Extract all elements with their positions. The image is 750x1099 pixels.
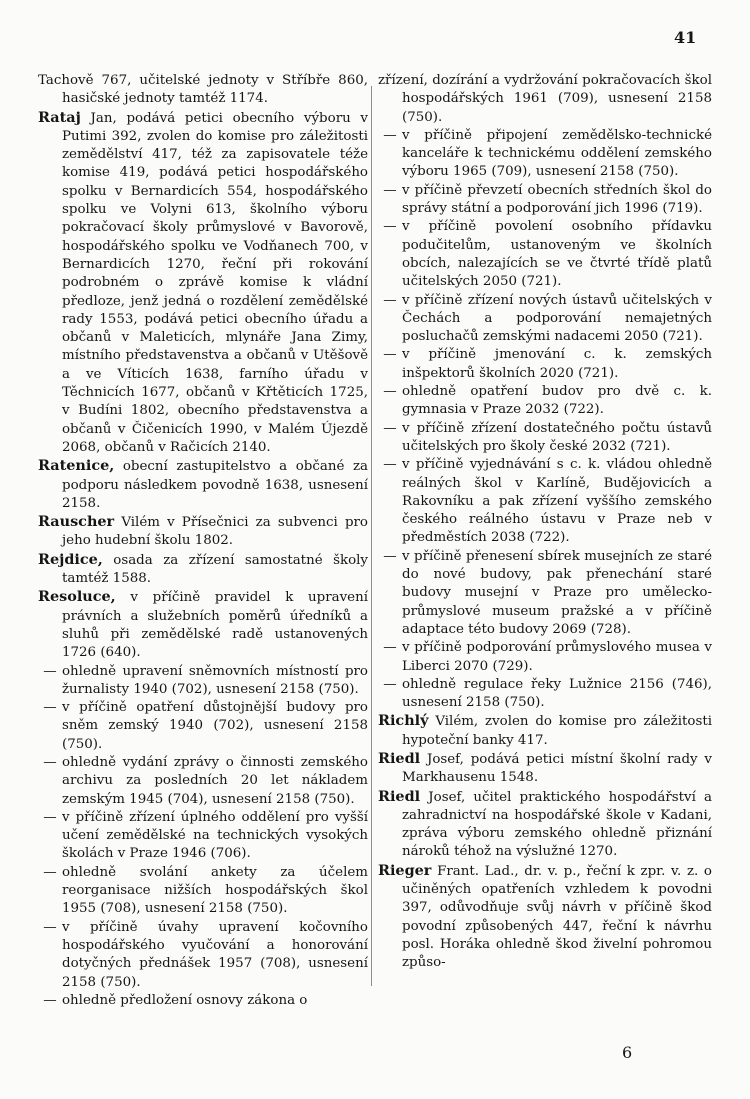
column-divider [371,86,372,986]
sub-entry-dash: — [383,182,397,198]
sub-entry-dash: — [383,548,397,564]
sub-entry [378,420,712,457]
index-entry [38,109,368,458]
sub-entry [378,346,712,383]
sub-entry [38,864,368,919]
sub-entry [378,292,712,347]
sub-entry [378,383,712,420]
sub-entry [38,663,368,700]
continued-text [378,72,712,127]
index-entry [378,750,712,788]
sheet-number: 6 [622,1043,633,1062]
entry-headword: Richlý [378,712,429,730]
sub-entry-dash: — [383,384,397,400]
sub-entry [38,754,368,809]
sub-entry-dash: — [383,640,397,656]
sub-entry [378,127,712,182]
index-entry [38,457,368,513]
sub-entry-text: v příčině opatření důstojnější budovy pro sněm zemský 1940 (702), usnesení 2158 (750). [62,700,368,752]
entry-text: Vilém, zvolen do komise pro záležitosti hypoteční banky 417. [402,714,712,748]
continued-text [38,72,368,109]
sub-entry-dash: — [43,663,57,679]
entry-headword: Rieger [378,861,432,879]
sub-entry [38,699,368,754]
sub-entry-text: ohledně opatření budov pro dvě c. k. gymnasia v Praze 2032 (722). [402,384,712,418]
index-entry [38,551,368,589]
sub-entry-text: ohledně vydání zprávy o činnosti zemského archivu za posledních 20 let nákladem zemským 1945 (704), usnesení 2158 (750). [62,754,368,807]
sub-entry-text: ohledně regulace řeky Lužnice 2156 (746), usnesení 2158 (750). [402,676,712,711]
sub-entry [378,639,712,676]
sub-entry-text: v příčině podporování průmyslového musea v Liberci 2070 (729). [402,640,712,674]
page-number: 41 [674,28,697,47]
entry-headword: Rataj [38,108,81,126]
sub-entry [378,676,712,713]
entry-text: osada za zřízení samostatné školy tamtéž 1588. [62,552,368,587]
sub-entry-text: v příčině převzetí obecních středních škol do správy státní a podporování jich 1996 (719). [402,182,712,217]
sub-entry-dash: — [383,292,397,308]
sub-entry [378,182,712,219]
sub-entry-dash: — [383,676,397,692]
sub-entry-dash: — [43,864,57,880]
index-entry [38,513,368,551]
sub-entry-text: v příčině úvahy upravení kočovního hospodářského vyučování a honorování dotyčných přednášek 1957 (708), usnesení 2158 (750). [62,919,368,990]
sub-entry-text: v příčině připojení zemědělsko-technické kanceláře k technickému oddělení zemského výboru 1965 (709), usnesení 2158 (750). [402,127,712,180]
left-column [38,72,368,1010]
sub-entry-text: v příčině zřízení dostatečného počtu ústavů učitelských pro školy české 2032 (721). [402,420,712,454]
sub-entry [38,992,368,1010]
continued-text-content: zřízení, dozírání a vydržování pokračovacích škol hospodářských 1961 (709), usnesení 2158 (750). [378,73,712,125]
sub-entry-dash: — [43,809,57,825]
sub-entry-text: v příčině vyjednávání s c. k. vládou ohledně reálných škol v Karlíně, Budějovicích a Rakovníku a pak zřízení vyššího zemského českého reálného ústavu v Praze neb v předměstích 2038 (722). [402,457,712,546]
entry-text: v příčině pravidel k upravení právních a služebních poměrů úředníků a sluhů při zemědělské radě ustanovených 1726 (640). [62,590,368,661]
sub-entry-dash: — [383,347,397,363]
index-entry [378,862,712,973]
sub-entry [38,919,368,992]
sub-entry-dash: — [43,919,57,935]
continued-text-content: Tachově 767, učitelské jednoty v Stříbře 860, hasičské jednoty tamtéž 1174. [38,73,368,107]
sub-entry-dash: — [383,420,397,436]
entry-headword: Rauscher [38,513,115,531]
entry-text: Josef, podává petici místní školní rady v Markhausenu 1548. [402,751,712,786]
sub-entry-text: ohledně upravení sněmovních místností pro žurnalisty 1940 (702), usnesení 2158 (750). [62,663,368,697]
sub-entry [378,218,712,291]
index-entry [378,712,712,750]
sub-entry-text: v příčině zřízení nových ústavů učitelských v Čechách a podporování nemajetných posluchačů zemskými nadacemi 2050 (721). [402,292,712,345]
right-column [378,72,712,973]
entry-headword: Ratenice, [38,457,115,475]
sub-entry-dash: — [383,457,397,473]
entry-text: obecní zastupitelstvo a občané za podporu následkem povodně 1638, usnesení 2158. [62,459,368,511]
sub-entry-text: v příčině zřízení úplného oddělení pro vyšší učení zemědělské na technických vysokých školách v Praze 1946 (706). [62,809,368,862]
sub-entry-text: v příčině jmenování c. k. zemských inšpektorů školních 2020 (721). [402,347,712,381]
index-entry [38,588,368,662]
entry-text: Josef, učitel praktického hospodářství a zahradnictví na hospodářské škole v Kadani, zpráva výboru zemského ohledně přiznání nároků téhož na výslužné 1270. [402,789,712,860]
entry-text: Vilém v Přísečnici za subvenci pro jeho hudební školu 1802. [62,515,368,549]
sub-entry [378,456,712,547]
sub-entry-dash: — [43,992,57,1008]
sub-entry-text: ohledně předložení osnovy zákona o [62,992,308,1008]
entry-headword: Rejdice, [38,550,103,568]
entry-text: Frant. Lad., dr. v. p., řeční k zpr. v. z. o učiněných opatřeních vzhledem k povodni 397, odůvodňuje svůj návrh v příčině škod povodní způsobených 447, řeční k návrhu posl. Horáka ohledně škod živelní pohromou způso- [402,863,712,971]
sub-entry-text: v příčině povolení osobního přídavku podučitelům, ustanoveným ve školních obcích, nalezajících se ve čtvrté třídě platů učitelských 2050 (721). [402,219,712,290]
entry-headword: Resoluce, [38,588,116,606]
sub-entry-text: ohledně svolání ankety za účelem reorganisace nižších hospodářských škol 1955 (708), usnesení 2158 (750). [62,864,368,917]
sub-entry [38,809,368,864]
sub-entry [378,548,712,639]
sub-entry-text: v příčině přenesení sbírek musejních ze staré do nové budovy, pak přenechání staré budovy musejní v Praze pro umělecko-průmyslové museum pražské a v příčině adaptace této budovy 2069 (728). [402,548,712,637]
sub-entry-dash: — [43,700,57,716]
entry-headword: Riedl [378,787,421,805]
sub-entry-dash: — [383,127,397,143]
entry-headword: Riedl [378,749,421,767]
index-entry [378,788,712,862]
sub-entry-dash: — [383,219,397,235]
sub-entry-dash: — [43,754,57,770]
entry-text: Jan, podává petici obecního výboru v Putimi 392, zvolen do komise pro záležitosti zemědělství 417, též za zapisovatele téže komise 419, podává petici hospodářského spolku v Bernardicích 554, hospodářského spolku ve Volyni 613, školního výboru pokračovací školy průmyslové v Bavorově, hospodářského spolku ve Vodňanech 700, v Bernardicích 1270, řeční při rokování podrobném o zprávě komise k vládní předloze, jenž jedná o rozdělení zemědělské rady 1553, podává petici obecního úřadu a občanů v Maleticích, mlynáře Jana Zimy, místního představenstva a občanů v Utěšově a ve Víticích 1638, farního úřadu v Těchnicích 1677, občanů v Křtěticích 1725, v Budíni 1802, obecního představenstva a občanů v Čičenicích 1990, v Malém Újezdě 2068, občanů v Račicích 2140. [62,110,368,455]
